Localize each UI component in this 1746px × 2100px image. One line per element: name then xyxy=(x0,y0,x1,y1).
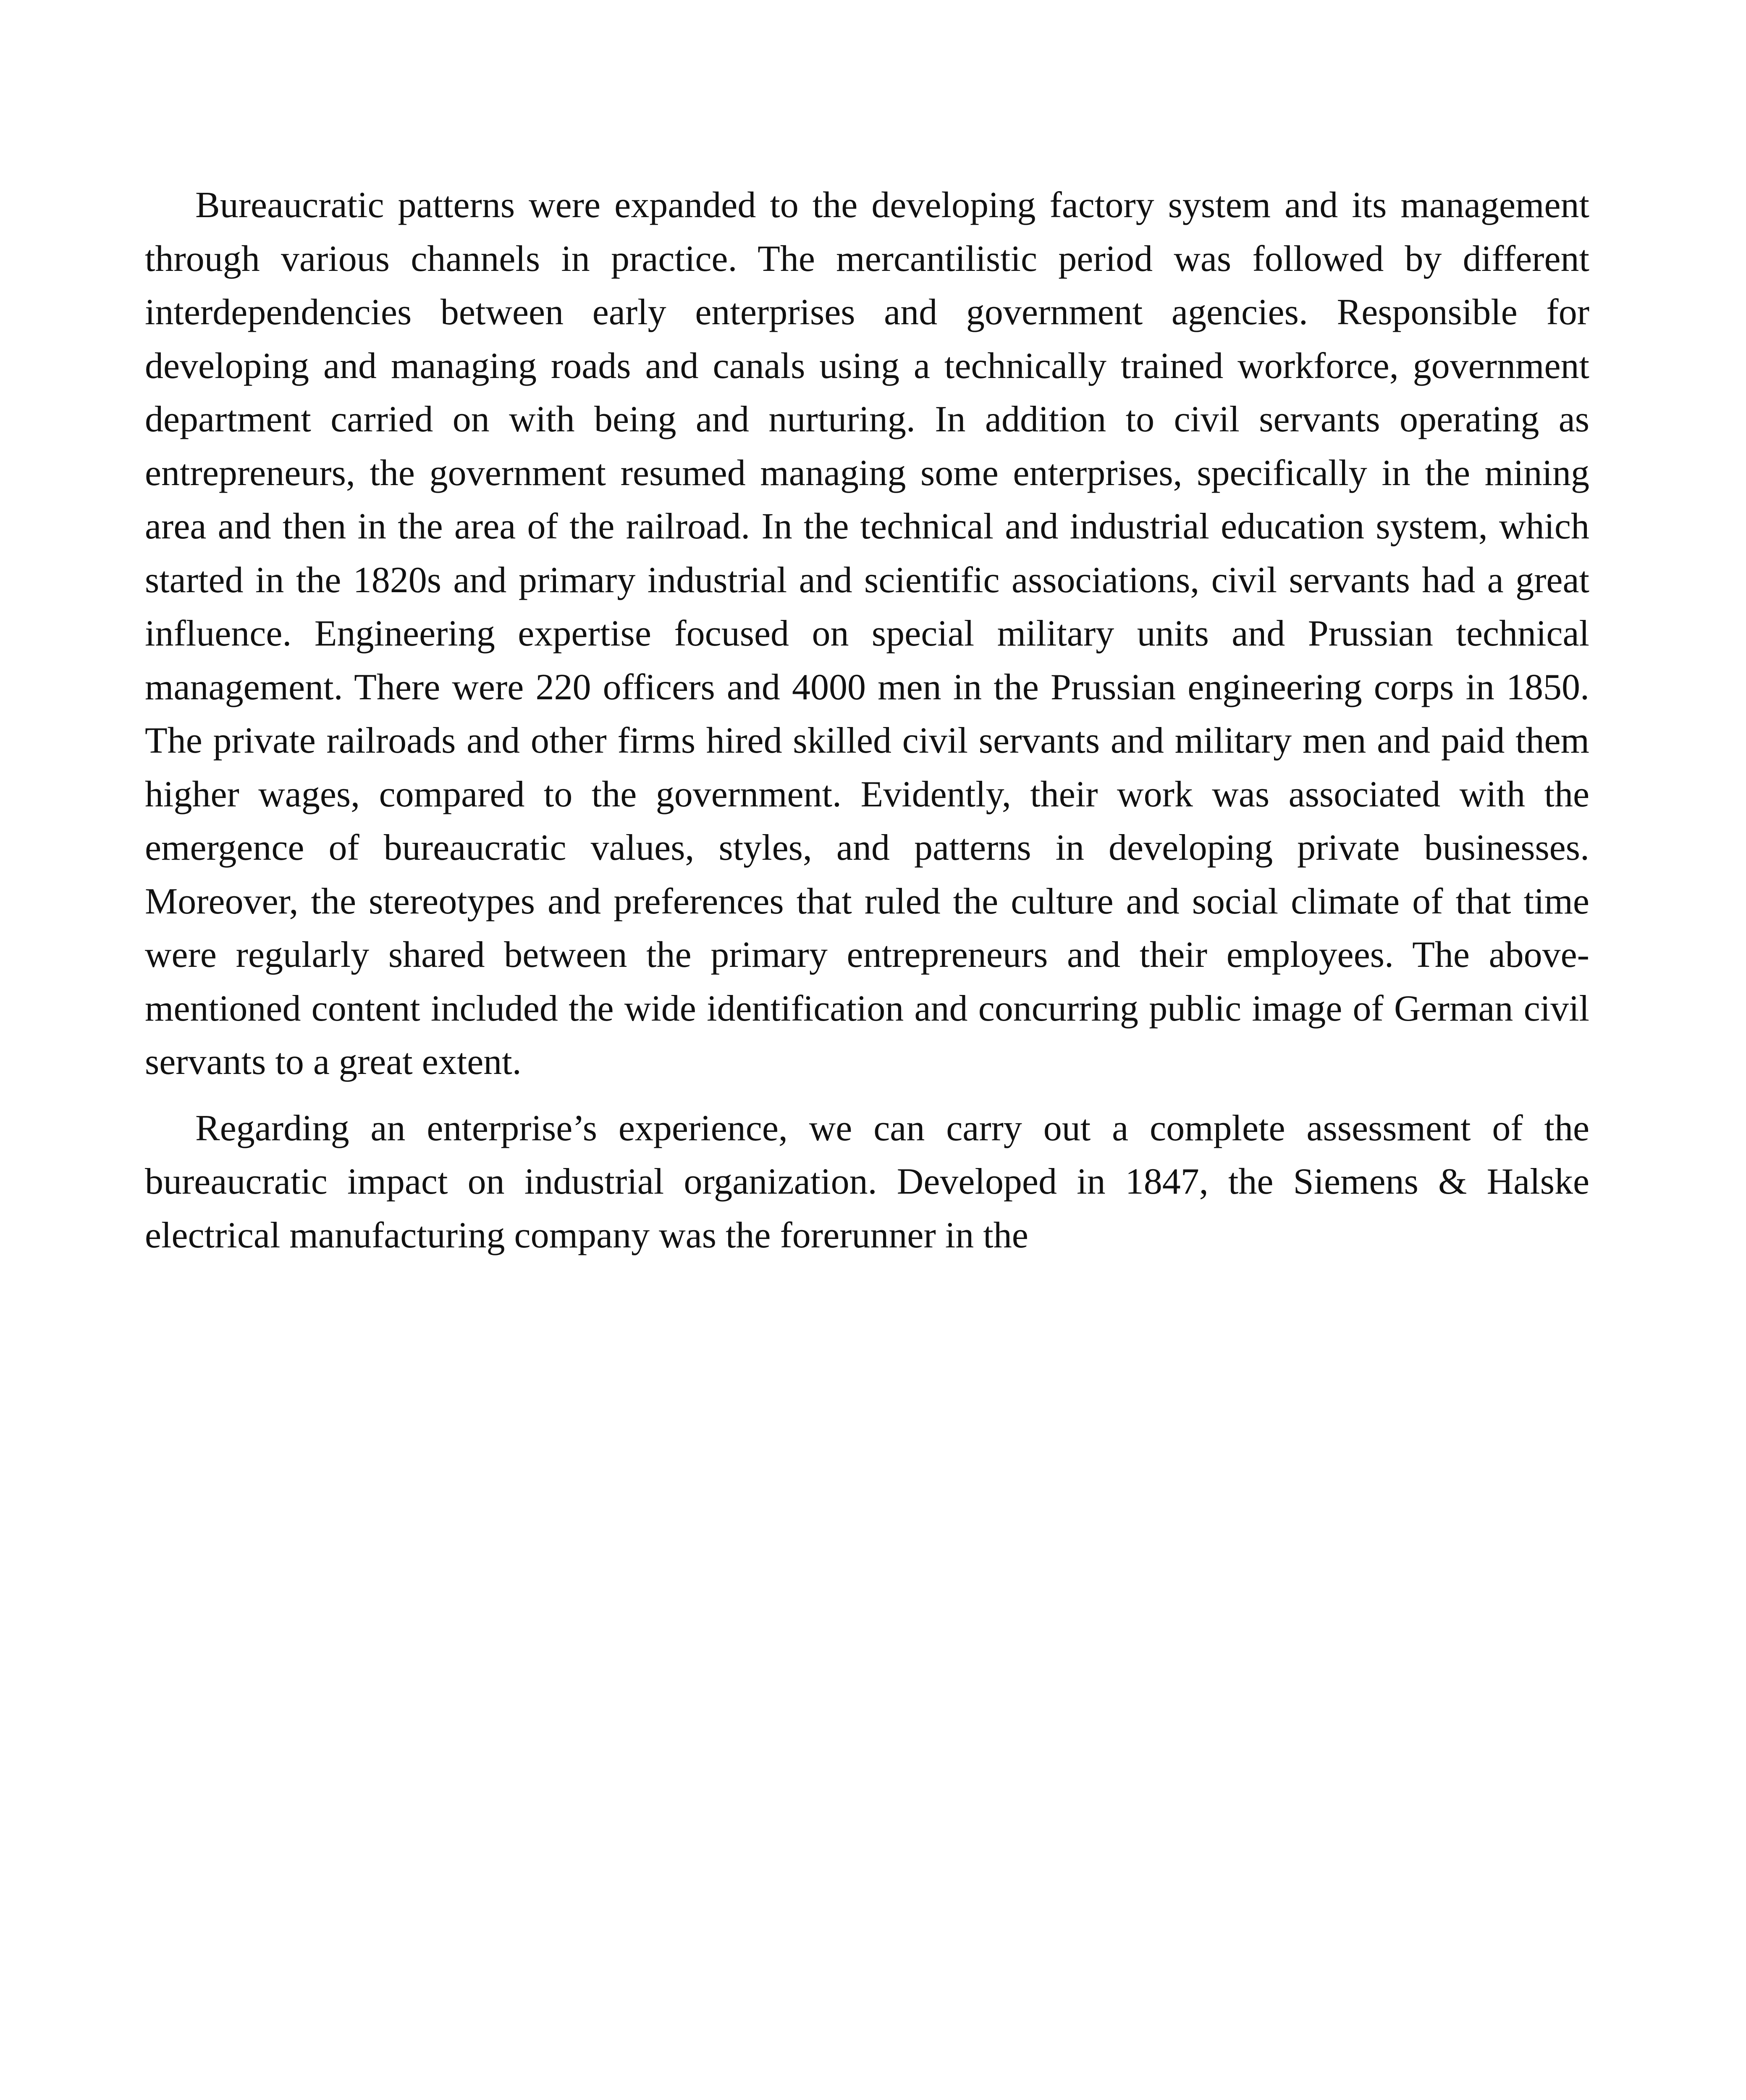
body-text xyxy=(145,178,1589,1262)
paragraph-1: Bureaucratic patterns were expanded to the developing factory system and its management through various channels in practice. The mercantilistic period was followed by different interdependencies between early enterprises and government agencies. Responsible for developing and managing roads and canals using a technically trained workforce, government department carried on with being and nurturing. In addition to civil servants operating as entrepreneurs, the government resumed managing some enterprises, specifically in the mining area and then in the area of the railroad. In the technical and industrial education system, which started in the 1820s and primary industrial and scientific associations, civil servants had a great influence. Engineering expertise focused on special military units and Prussian technical management. There were 220 officers and 4000 men in the Prussian engineering corps in 1850. The private railroads and other firms hired skilled civil servants and military men and paid them higher wages, compared to the government. Evidently, their work was associated with the emergence of bureaucratic values, styles, and patterns in developing private businesses. Moreover, the stereotypes and preferences that ruled the culture and social climate of that time were regularly shared between the primary entrepreneurs and their employees. The above-mentioned content included the wide identification and concurring public image of German civil servants to a great extent. xyxy=(145,185,1589,1082)
paragraph-2: Regarding an enterprise’s experience, we can carry out a complete assessment of the bureaucratic impact on industrial organization. Developed in 1847, the Siemens & Halske electrical manufacturing company was the forerunner in the xyxy=(145,1108,1589,1256)
